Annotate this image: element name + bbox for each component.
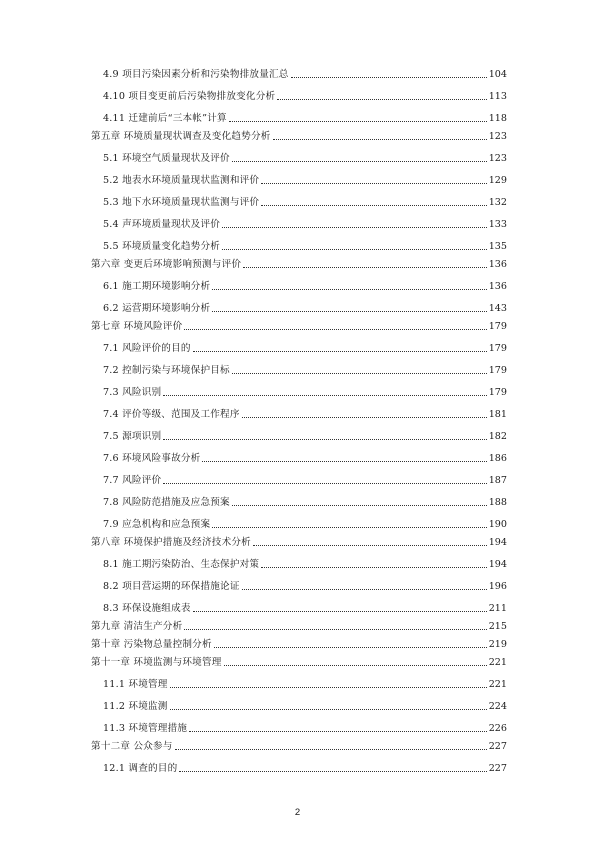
toc-dot-leader (261, 566, 486, 568)
toc-entry-title: 第十一章 环境监测与环境管理 (91, 657, 222, 668)
toc-section-entry[interactable] (91, 763, 507, 774)
toc-dot-leader (193, 350, 487, 352)
toc-entry-title: 第六章 变更后环境影响预测与评价 (91, 259, 242, 270)
toc-dot-leader (184, 328, 486, 330)
toc-entry-page-number: 113 (488, 91, 507, 102)
toc-entry-title: 7.7 风险评价 (103, 475, 162, 486)
toc-entry-title: 第七章 环境风险评价 (91, 321, 183, 332)
toc-entry-page-number: 221 (488, 657, 507, 668)
toc-dot-leader (163, 482, 486, 484)
toc-entry-page-number: 226 (488, 723, 507, 734)
toc-section-entry[interactable] (91, 281, 507, 292)
toc-entry-page-number: 136 (488, 281, 507, 292)
toc-entry-page-number: 179 (488, 321, 507, 332)
toc-section-entry[interactable] (91, 175, 507, 186)
toc-entry-page-number: 215 (488, 621, 507, 632)
toc-entry-page-number: 221 (488, 679, 507, 690)
toc-entry-page-number: 129 (488, 175, 507, 186)
toc-dot-leader (202, 460, 486, 462)
toc-entry-title: 5.5 环境质量变化趋势分析 (103, 241, 221, 252)
toc-dot-leader (242, 588, 487, 590)
toc-section-entry[interactable] (91, 431, 507, 442)
toc-entry-title: 第十章 污染物总量控制分析 (91, 639, 212, 650)
toc-dot-leader (193, 610, 487, 612)
toc-entry-title: 第十二章 公众参与 (91, 741, 173, 752)
toc-entry-title: 11.2 环境监测 (103, 701, 168, 712)
toc-entry-title: 4.9 项目污染因素分析和污染物排放量汇总 (103, 69, 289, 80)
toc-entry-page-number: 136 (488, 259, 507, 270)
toc-entry-title: 7.5 源项识别 (103, 431, 162, 442)
toc-dot-leader (232, 160, 487, 162)
toc-entry-title: 4.11 迁建前后“三本帐”计算 (103, 113, 227, 124)
toc-section-entry[interactable] (91, 153, 507, 164)
toc-entry-page-number: 179 (488, 387, 507, 398)
toc-entry-page-number: 188 (488, 497, 507, 508)
toc-dot-leader (277, 98, 486, 100)
toc-section-entry[interactable] (91, 497, 507, 508)
toc-entry-page-number: 132 (488, 197, 507, 208)
toc-section-entry[interactable] (91, 69, 507, 80)
toc-section-entry[interactable] (91, 475, 507, 486)
toc-entry-page-number: 133 (488, 219, 507, 230)
toc-dot-leader (189, 730, 487, 732)
toc-dot-leader (212, 310, 486, 312)
toc-entry-title: 7.8 风险防范措施及应急预案 (103, 497, 230, 508)
toc-entry-title: 6.1 施工期环境影响分析 (103, 281, 211, 292)
toc-entry-page-number: 135 (488, 241, 507, 252)
toc-dot-leader (243, 266, 487, 268)
toc-section-entry[interactable] (91, 219, 507, 230)
toc-entry-title: 第九章 清洁生产分析 (91, 621, 183, 632)
toc-entry-page-number: 187 (488, 475, 507, 486)
toc-chapter-entry[interactable] (91, 321, 507, 332)
toc-dot-leader (214, 646, 487, 648)
toc-dot-leader (212, 526, 486, 528)
toc-entry-page-number: 104 (488, 69, 507, 80)
toc-entry-title: 11.3 环境管理措施 (103, 723, 188, 734)
toc-entry-page-number: 179 (488, 365, 507, 376)
toc-entry-page-number: 190 (488, 519, 507, 530)
toc-dot-leader (170, 686, 487, 688)
toc-chapter-entry[interactable] (91, 131, 507, 142)
toc-entry-title: 5.4 声环境质量现状及评价 (103, 219, 221, 230)
toc-entry-title: 8.3 环保设施组成表 (103, 603, 191, 614)
toc-dot-leader (163, 438, 486, 440)
toc-entry-title: 4.10 项目变更前后污染物排放变化分析 (103, 91, 276, 102)
toc-dot-leader (224, 664, 487, 666)
toc-section-entry[interactable] (91, 303, 507, 314)
toc-entry-title: 7.1 风险评价的目的 (103, 343, 191, 354)
toc-dot-leader (232, 504, 487, 506)
toc-section-entry[interactable] (91, 343, 507, 354)
toc-entry-title: 第八章 环境保护措施及经济技术分析 (91, 537, 251, 548)
toc-entry-page-number: 194 (488, 559, 507, 570)
toc-dot-leader (184, 628, 486, 630)
toc-section-entry[interactable] (91, 197, 507, 208)
toc-dot-leader (212, 288, 486, 290)
toc-entry-title: 7.4 评价等级、范围及工作程序 (103, 409, 240, 420)
toc-entry-page-number: 211 (488, 603, 507, 614)
toc-section-entry[interactable] (91, 701, 507, 712)
toc-section-entry[interactable] (91, 91, 507, 102)
toc-chapter-entry[interactable] (91, 657, 507, 668)
toc-dot-leader (261, 204, 486, 206)
toc-entry-title: 7.2 控制污染与环境保护目标 (103, 365, 230, 376)
toc-dot-leader (242, 416, 487, 418)
page-number: 2 (294, 807, 301, 818)
toc-entry-title: 12.1 调查的目的 (103, 763, 178, 774)
toc-entry-page-number: 219 (488, 639, 507, 650)
toc-section-entry[interactable] (91, 453, 507, 464)
toc-entry-title: 8.1 施工期污染防治、生态保护对策 (103, 559, 260, 570)
toc-entry-page-number: 179 (488, 343, 507, 354)
toc-section-entry[interactable] (91, 603, 507, 614)
toc-entry-page-number: 227 (488, 763, 507, 774)
toc-dot-leader (179, 770, 486, 772)
toc-dot-leader (222, 248, 487, 250)
toc-entry-page-number: 143 (488, 303, 507, 314)
toc-entry-title: 11.1 环境管理 (103, 679, 168, 690)
toc-dot-leader (170, 708, 487, 710)
toc-dot-leader (261, 182, 486, 184)
toc-entry-title: 5.3 地下水环境质量现状监测与评价 (103, 197, 260, 208)
toc-dot-leader (232, 372, 487, 374)
toc-chapter-entry[interactable] (91, 259, 507, 270)
toc-section-entry[interactable] (91, 723, 507, 734)
toc-section-entry[interactable] (91, 581, 507, 592)
toc-entry-page-number: 123 (488, 153, 507, 164)
toc-entry-title: 7.9 应急机构和应急预案 (103, 519, 211, 530)
toc-entry-title: 6.2 运营期环境影响分析 (103, 303, 211, 314)
toc-dot-leader (273, 138, 487, 140)
toc-entry-title: 7.3 风险识别 (103, 387, 162, 398)
toc-entry-title: 7.6 环境风险事故分析 (103, 453, 201, 464)
toc-chapter-entry[interactable] (91, 537, 507, 548)
toc-chapter-entry[interactable] (91, 639, 507, 650)
toc-section-entry[interactable] (91, 113, 507, 124)
toc-section-entry[interactable] (91, 409, 507, 420)
toc-entry-page-number: 182 (488, 431, 507, 442)
toc-section-entry[interactable] (91, 365, 507, 376)
toc-section-entry[interactable] (91, 519, 507, 530)
toc-section-entry[interactable] (91, 559, 507, 570)
toc-entry-page-number: 123 (488, 131, 507, 142)
toc-dot-leader (291, 76, 487, 78)
toc-section-entry[interactable] (91, 387, 507, 398)
toc-entry-page-number: 194 (488, 537, 507, 548)
toc-entry-page-number: 196 (488, 581, 507, 592)
toc-section-entry[interactable] (91, 241, 507, 252)
toc-dot-leader (163, 394, 486, 396)
toc-entry-page-number: 227 (488, 741, 507, 752)
toc-entry-page-number: 186 (488, 453, 507, 464)
toc-dot-leader (253, 544, 487, 546)
toc-dot-leader (222, 226, 487, 228)
toc-entry-page-number: 118 (488, 113, 507, 124)
toc-chapter-entry[interactable] (91, 741, 507, 752)
toc-entry-title: 5.1 环境空气质量现状及评价 (103, 153, 230, 164)
toc-entry-page-number: 181 (488, 409, 507, 420)
toc-dot-leader (175, 748, 487, 750)
toc-entry-title: 8.2 项目营运期的环保措施论证 (103, 581, 240, 592)
toc-dot-leader (229, 120, 487, 122)
toc-section-entry[interactable] (91, 679, 507, 690)
toc-entry-title: 5.2 地表水环境质量现状监测和评价 (103, 175, 260, 186)
toc-entry-page-number: 224 (488, 701, 507, 712)
toc-chapter-entry[interactable] (91, 621, 507, 632)
toc-entry-title: 第五章 环境质量现状调查及变化趋势分析 (91, 131, 271, 142)
